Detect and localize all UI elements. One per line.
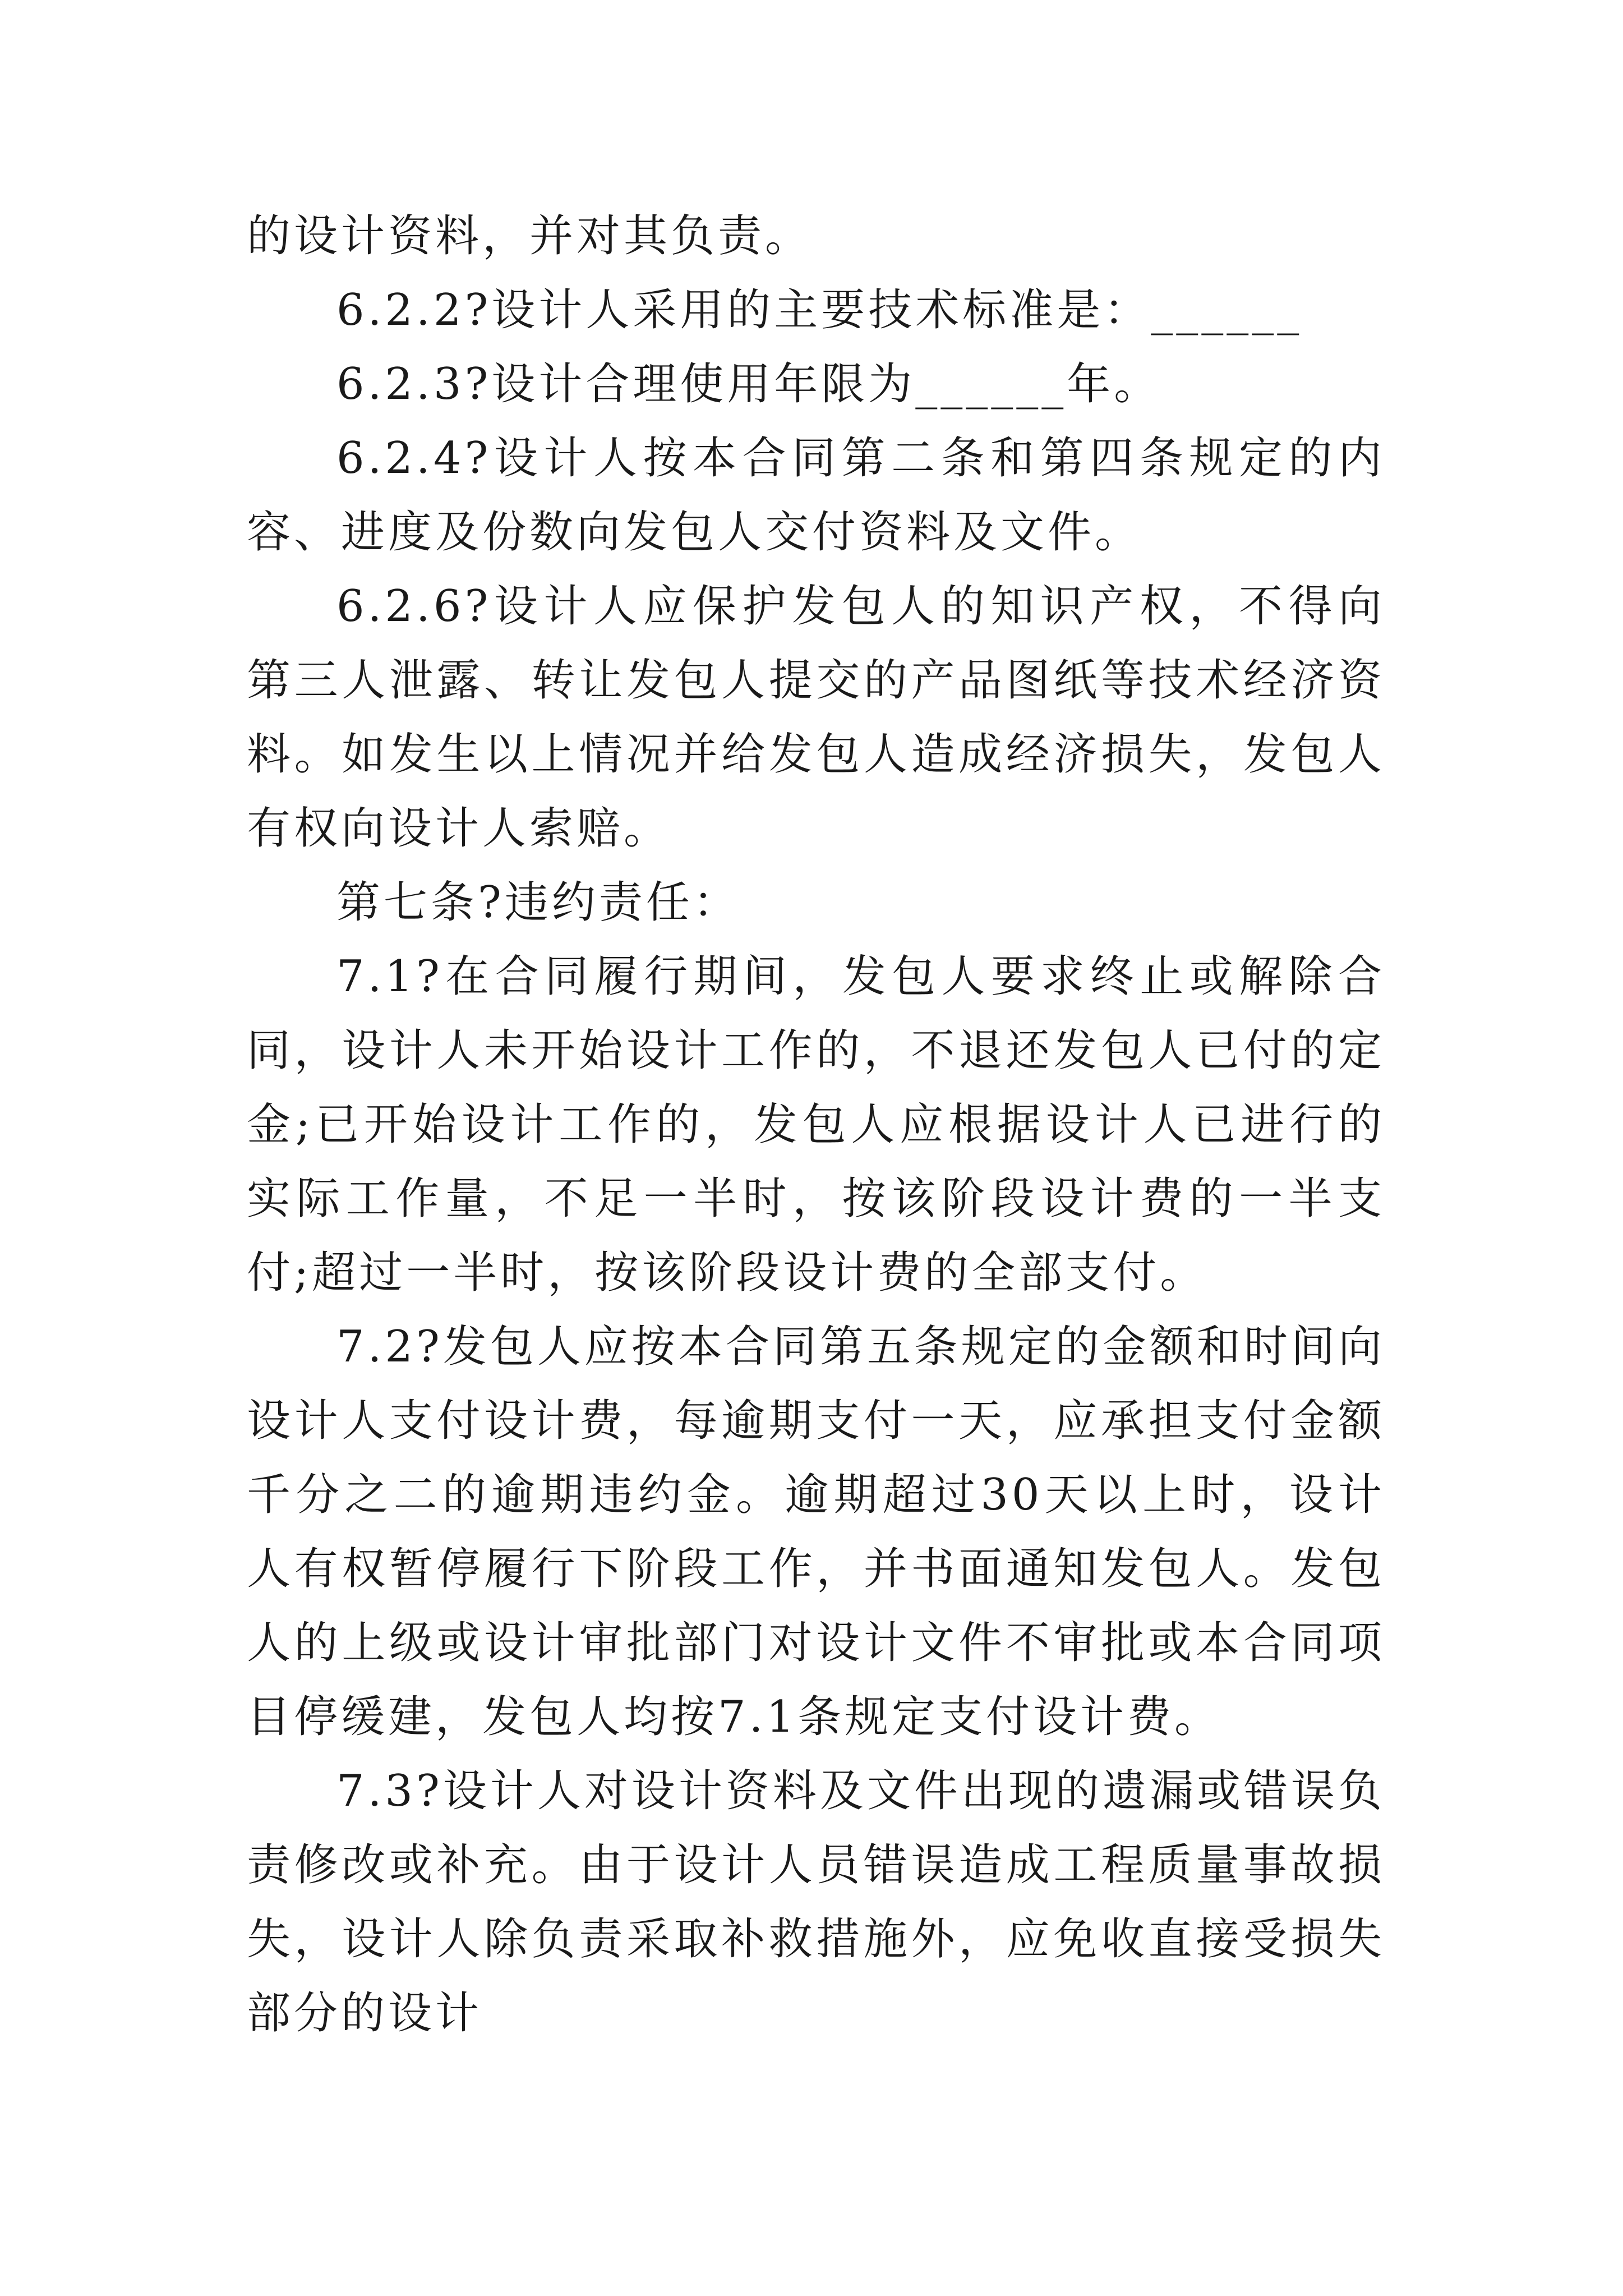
clause-6-2-2: 6.2.2?设计人采用的主要技术标准是：______ [336, 285, 1303, 335]
clause-6-2-3: 6.2.3?设计合理使用年限为______年。 [336, 359, 1161, 409]
document-body [247, 199, 1385, 2050]
clause-6-2-4: 6.2.4?设计人按本合同第二条和第四条规定的内容、进度及份数向发包人交付资料及文件。 [247, 433, 1385, 558]
clause-7-1: 7.1?在合同履行期间，发包人要求终止或解除合同，设计人未开始设计工作的，不退还发包人已付的定金;已开始设计工作的，发包人应根据设计人已进行的实际工作量，不足一半时，按该阶段设计费的一半支付;超过一半时，按该阶段设计费的全部支付。 [247, 951, 1385, 1298]
clause-6-2-6: 6.2.6?设计人应保护发包人的知识产权，不得向第三人泄露、转让发包人提交的产品图纸等技术经济资料。如发生以上情况并给发包人造成经济损失，发包人有权向设计人索赔。 [247, 581, 1385, 854]
clause-7-3: 7.3?设计人对设计资料及文件出现的遗漏或错误负责修改或补充。由于设计人员错误造成工程质量事故损失，设计人除负责采取补救措施外，应免收直接受损失部分的设计 [247, 1766, 1385, 2039]
clause-7-2: 7.2?发包人应按本合同第五条规定的金额和时间向设计人支付设计费，每逾期支付一天，应承担支付金额千分之二的逾期违约金。逾期超过30天以上时，设计人有权暂停履行下阶段工作，并书面通知发包人。发包人的上级或设计审批部门对设计文件不审批或本合同项目停缓建，发包人均按7.1条规定支付设计费。 [247, 1322, 1385, 1742]
article-7-heading: 第七条?违约责任： [336, 877, 740, 928]
paragraph-continuation: 的设计资料，并对其负责。 [247, 211, 813, 261]
